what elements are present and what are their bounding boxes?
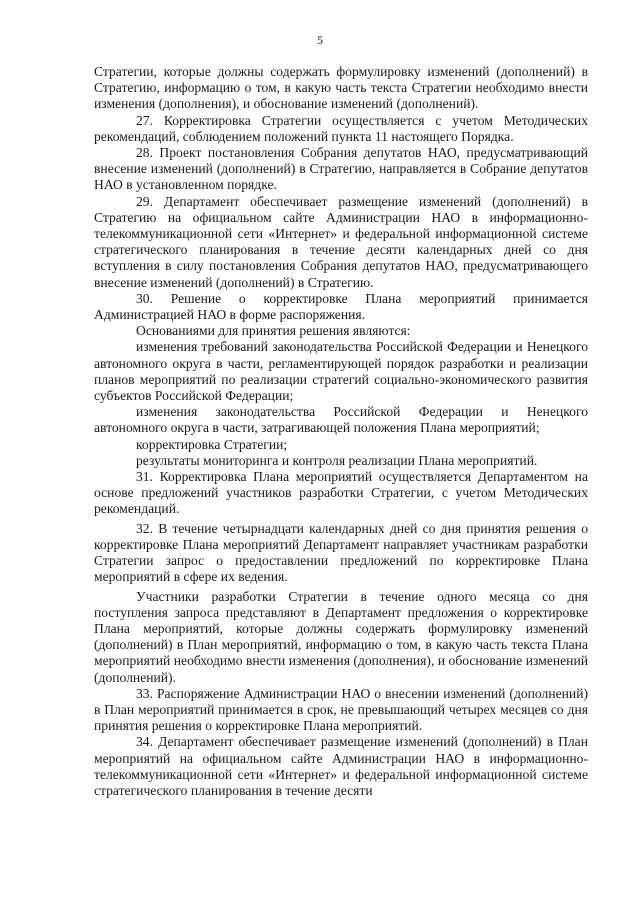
ground-item-legislation-nao: изменения законодательства Российской Федерации и Ненецкого автономного округа в части, затрагивающей положения Плана мероприятий; [94, 404, 588, 436]
paragraph-27: 27. Корректировка Стратегии осуществляется с учетом Методических рекомендаций, соблюдением положений пункта 11 настоящего Порядка. [94, 112, 588, 144]
ground-item-strategy-adjustment: корректировка Стратегии; [136, 436, 288, 452]
paragraph-participants: Участники разработки Стратегии в течение одного месяца со дня поступления запроса представляют в Департамент предложения о корректировке Плана мероприятий, которые должны содержать формулировку изменений (дополнений) в План мероприятий, информацию о том, в какую часть текста Плана мероприятий необходимо внести изменения (дополнения), и обоснование изменений (дополнений). [94, 588, 588, 685]
paragraph-30: 30. Решение о корректировке Плана мероприятий принимается Администрацией НАО в форме распоряжения. [94, 290, 588, 323]
paragraph-31: 31. Корректировка Плана мероприятий осуществляется Департаментом на основе предложений участников разработки Стратегии, с учетом Методических рекомендаций. [94, 469, 588, 517]
paragraph-33: 33. Распоряжение Администрации НАО о внесении изменений (дополнений) в План мероприятий принимается в срок, не превышающий четырех месяцев со дня принятия решения о корректировке Плана мероприятий. [94, 685, 588, 734]
paragraph-28: 28. Проект постановления Собрания депутатов НАО, предусматривающий внесение изменений (дополнений) в Стратегию, направляется в Собрание депутатов НАО в установленном порядке. [94, 145, 588, 193]
page-number: 5 [317, 33, 323, 47]
ground-item-monitoring: результаты мониторинга и контроля реализации Плана мероприятий. [136, 452, 538, 468]
paragraph-32: 32. В течение четырнадцати календарных дней со дня принятия решения о корректировке Плана мероприятий Департамент направляет участникам разработки Стратегии запрос о предоставлении предложений по корректировке Плана мероприятий в сфере их ведения. [94, 520, 588, 585]
ground-item-legislation-rf: изменения требований законодательства Российской Федерации и Ненецкого автономного округа в части, регламентирующей порядок разработки и реализации планов мероприятий по реализации стратегий социально-экономического развития субъектов Российской Федерации; [94, 339, 588, 404]
grounds-heading: Основаниями для принятия решения являются: [136, 323, 411, 339]
paragraph-continuation: Стратегии, которые должны содержать формулировку изменений (дополнений) в Стратегию, информацию о том, в какую часть текста Стратегии необходимо внести изменения (дополнения), и обоснование изменений (дополнений). [94, 64, 588, 112]
paragraph-34: 34. Департамент обеспечивает размещение изменений (дополнений) в План мероприятий на официальном сайте Администрации НАО в информационно-телекоммуникационной сети «Интернет» и федеральной информационной системе стратегического планирования в течение десяти [94, 734, 588, 798]
paragraph-29: 29. Департамент обеспечивает размещение изменений (дополнений) в Стратегию на официальном сайте Администрации НАО в информационно-телекоммуникационной сети «Интернет» и федеральной информационной системе стратегического планирования в течение десяти календарных дней со дня вступления в силу постановления Собрания депутатов НАО, предусматривающего внесение изменений (дополнений) в Стратегию. [94, 193, 588, 290]
body-text [94, 64, 588, 799]
